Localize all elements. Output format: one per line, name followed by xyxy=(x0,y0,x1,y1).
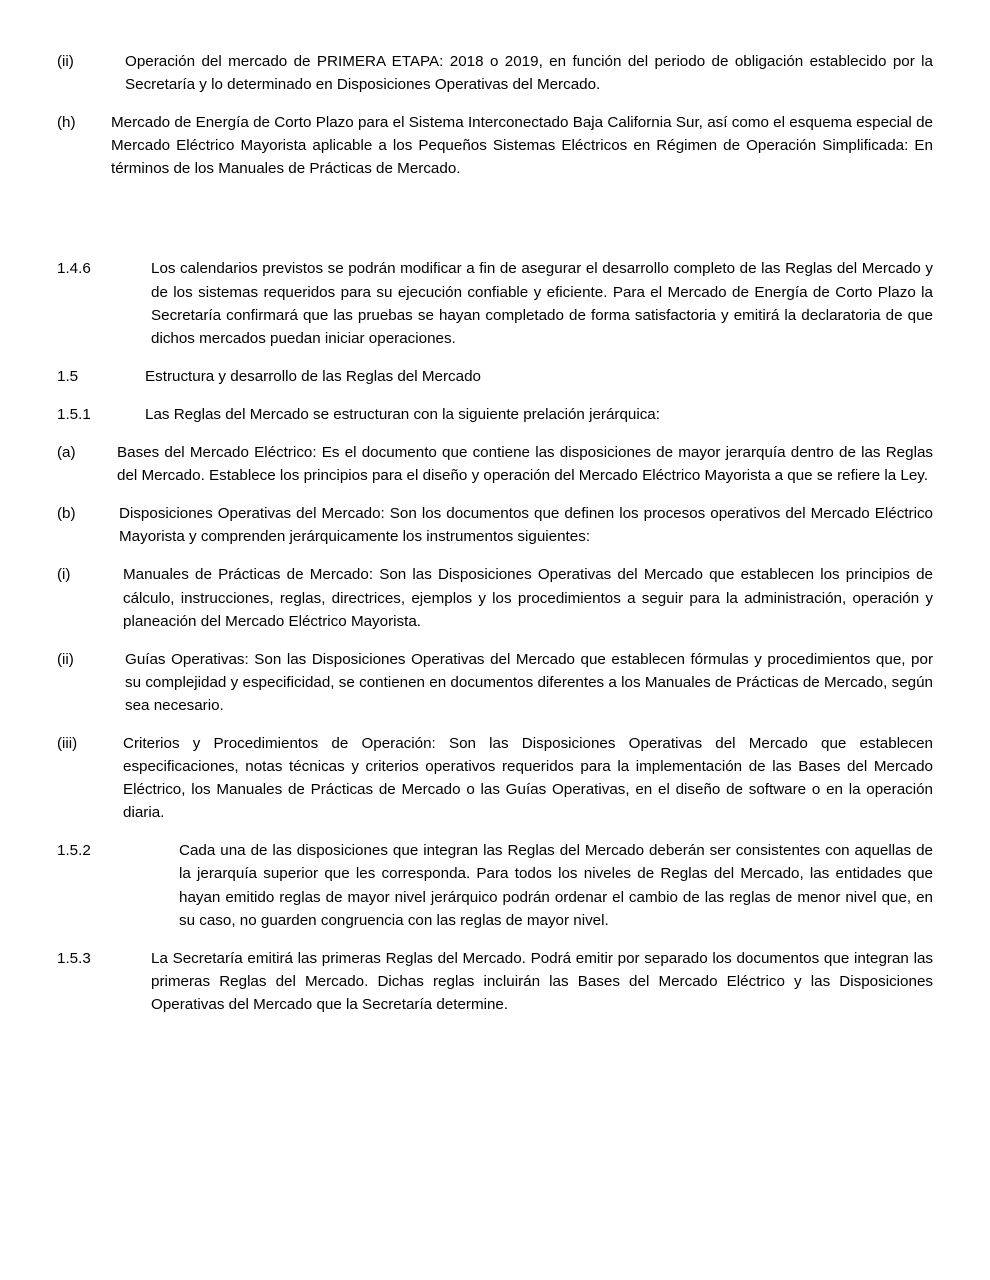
paragraph-label: 1.5.1 xyxy=(57,405,91,423)
paragraph-label: 1.5 xyxy=(57,367,79,385)
paragraph-label: (ii) xyxy=(57,53,74,70)
paragraph-label: (a) xyxy=(57,444,76,462)
paragraph-label: (b) xyxy=(57,505,76,523)
paragraph-text: Manuales de Prácticas de Mercado: Son las Disposiciones Operativas del Mercado que establecen los principios de cálculo, instrucciones, reglas, directrices, ejemplos y los procedimientos a seguir para la administración, operación y planeación del Mercado Eléctrico Mayorista. xyxy=(123,566,933,630)
section-spacer xyxy=(57,195,933,257)
document-body xyxy=(57,50,933,1016)
paragraph-h-mercado-corto-plazo xyxy=(57,111,933,180)
paragraph-1-4-6 xyxy=(57,257,933,349)
paragraph-1-5-2 xyxy=(57,839,933,931)
paragraph-label: (iii) xyxy=(57,734,78,752)
paragraph-label: 1.5.2 xyxy=(57,842,91,860)
paragraph-text: Las Reglas del Mercado se estructuran con la siguiente prelación jerárquica: xyxy=(145,405,660,423)
paragraph-text: Cada una de las disposiciones que integran las Reglas del Mercado deberán ser consistentes con aquellas de la jerarquía superior que les corresponda. Para todos los niveles de Reglas del Mercado, las entidades que hayan emitido reglas de mayor nivel jerárquico podrán ordenar el cambio de las reglas de menor nivel que, en su caso, no guarden congruencia con las reglas de mayor nivel. xyxy=(179,842,933,929)
paragraph-ii-primera-etapa xyxy=(57,50,933,96)
heading-1-5 xyxy=(57,365,933,388)
paragraph-text: La Secretaría emitirá las primeras Reglas del Mercado. Podrá emitir por separado los documentos que integran las primeras Reglas del Mercado. Dichas reglas incluirán las Bases del Mercado Eléctrico y las Disposiciones Operativas del Mercado que la Secretaría determine. xyxy=(151,949,933,1013)
paragraph-text: Estructura y desarrollo de las Reglas del Mercado xyxy=(145,367,481,385)
paragraph-1-5-3 xyxy=(57,947,933,1016)
paragraph-text: Disposiciones Operativas del Mercado: Son los documentos que definen los procesos operativos del Mercado Eléctrico Mayorista y comprenden jerárquicamente los instrumentos siguientes: xyxy=(119,505,933,546)
paragraph-label: (ii) xyxy=(57,650,74,668)
paragraph-text: Operación del mercado de PRIMERA ETAPA: 2018 o 2019, en función del periodo de obligación establecido por la Secretaría y lo determinado en Disposiciones Operativas del Mercado. xyxy=(125,53,933,94)
paragraph-text: Mercado de Energía de Corto Plazo para el Sistema Interconectado Baja California Sur, así como el esquema especial de Mercado Eléctrico Mayorista aplicable a los Pequeños Sistemas Eléctricos en Régimen de Operación Simplificada: En términos de los Manuales de Prácticas de Mercado. xyxy=(111,114,933,178)
paragraph-text: Guías Operativas: Son las Disposiciones Operativas del Mercado que establecen fórmulas y procedimientos que, por su complejidad y especificidad, se contienen en documentos diferentes a los Manuales de Prácticas de Mercado, según sea necesario. xyxy=(125,650,933,714)
paragraph-label: 1.4.6 xyxy=(57,260,91,278)
paragraph-label: (h) xyxy=(57,114,76,132)
paragraph-label: (i) xyxy=(57,566,71,584)
paragraph-1-5-1 xyxy=(57,403,933,426)
paragraph-a-bases-mercado xyxy=(57,441,933,487)
paragraph-ii-guias-operativas xyxy=(57,648,933,717)
paragraph-iii-criterios-procedimientos xyxy=(57,732,933,824)
paragraph-text: Criterios y Procedimientos de Operación: Son las Disposiciones Operativas del Mercado que establecen especificaciones, notas técnicas y criterios operativos requeridos para la implementación de las Bases del Mercado Eléctrico, los Manuales de Prácticas de Mercado o las Guías Operativas, en el diseño de software o en la operación diaria. xyxy=(123,734,933,822)
paragraph-i-manuales-practicas xyxy=(57,563,933,632)
paragraph-b-disposiciones-operativas xyxy=(57,502,933,548)
paragraph-text: Bases del Mercado Eléctrico: Es el documento que contiene las disposiciones de mayor jerarquía dentro de las Reglas del Mercado. Establece los principios para el diseño y operación del Mercado Eléctrico Mayorista a que se refiere la Ley. xyxy=(117,444,933,485)
paragraph-text: Los calendarios previstos se podrán modificar a fin de asegurar el desarrollo completo de las Reglas del Mercado y de los sistemas requeridos para su ejecución confiable y eficiente. Para el Mercado de Energía de Corto Plazo la Secretaría confirmará que las pruebas se hayan completado de forma satisfactoria y emitirá la declaratoria de que dichos mercados puedan iniciar operaciones. xyxy=(151,260,933,347)
paragraph-label: 1.5.3 xyxy=(57,949,91,967)
